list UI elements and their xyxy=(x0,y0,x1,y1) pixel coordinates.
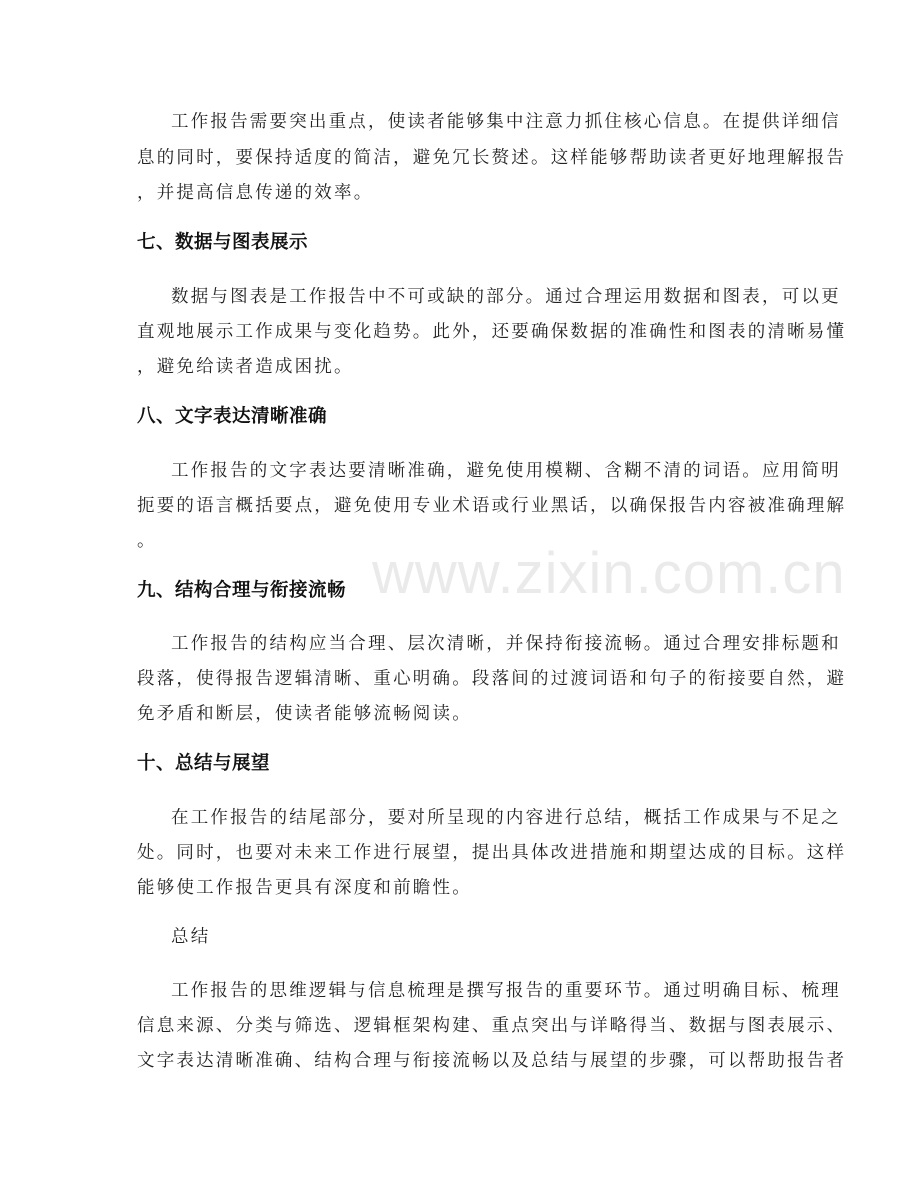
paragraph-line: 信息来源、分类与筛选、逻辑框架构建、重点突出与详略得当、数据与图表展示、 xyxy=(137,1016,847,1036)
paragraph-line: 工作报告的思维逻辑与信息梳理是撰写报告的重要环节。通过明确目标、梳理 xyxy=(171,981,841,1001)
paragraph-line: 数据与图表是工作报告中不可或缺的部分。通过合理运用数据和图表，可以更 xyxy=(171,287,841,307)
paragraph-line: 处。同时，也要对未来工作进行展望，提出具体改进措施和期望达成的目标。这样 xyxy=(137,843,847,863)
paragraph-line: 在工作报告的结尾部分，要对所呈现的内容进行总结，概括工作成果与不足之 xyxy=(171,808,841,828)
paragraph-line: 扼要的语言概括要点，避免使用专业术语或行业黑话，以确保报告内容被准确理解 xyxy=(137,496,847,516)
paragraph-line: 直观地展示工作成果与变化趋势。此外，还要确保数据的准确性和图表的清晰易懂 xyxy=(137,322,847,342)
section-heading: 九、结构合理与衔接流畅 xyxy=(137,580,347,601)
paragraph-line: 文字表达清晰准确、结构合理与衔接流畅以及总结与展望的步骤，可以帮助报告者 xyxy=(137,1051,847,1071)
paragraph-line: 免矛盾和断层，使读者能够流畅阅读。 xyxy=(137,704,472,724)
paragraph-line: 工作报告需要突出重点，使读者能够集中注意力抓住核心信息。在提供详细信 xyxy=(171,112,841,132)
paragraph-line: 工作报告的文字表达要清晰准确，避免使用模糊、含糊不清的词语。应用简明 xyxy=(171,461,841,481)
paragraph-line: ，避免给读者造成困扰。 xyxy=(137,357,354,377)
paragraph-line: ，并提高信息传递的效率。 xyxy=(137,183,374,203)
paragraph-line: 段落，使得报告逻辑清晰、重心明确。段落间的过渡词语和句子的衔接要自然，避 xyxy=(137,669,847,689)
paragraph-line: 工作报告的结构应当合理、层次清晰，并保持衔接流畅。通过合理安排标题和 xyxy=(171,634,841,654)
paragraph-line: 。 xyxy=(137,531,157,551)
section-heading: 十、总结与展望 xyxy=(137,753,271,774)
paragraph-line: 能够使工作报告更具有深度和前瞻性。 xyxy=(137,878,472,898)
paragraph-line: 息的同时，要保持适度的简洁，避免冗长赘述。这样能够帮助读者更好地理解报告 xyxy=(137,148,847,168)
watermark: www.zixin.com.cn xyxy=(372,541,846,606)
section-heading: 八、文字表达清晰准确 xyxy=(137,406,328,427)
section-heading: 七、数据与图表展示 xyxy=(137,232,309,253)
summary-label: 总结 xyxy=(171,927,211,947)
